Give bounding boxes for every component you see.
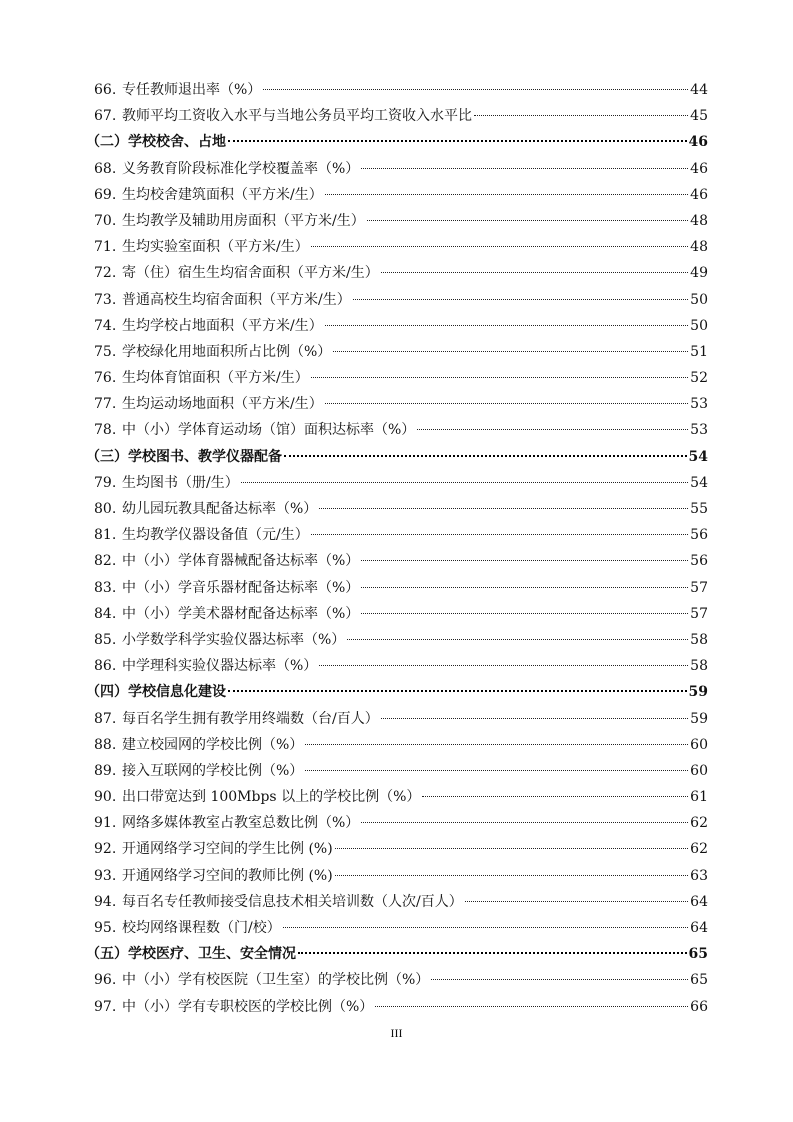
- dot-leader: [347, 639, 688, 640]
- toc-entry[interactable]: [86, 653, 708, 679]
- toc-entry-number: 94.: [94, 893, 117, 910]
- toc-page-number: 60: [690, 736, 708, 753]
- toc-page-number: 48: [690, 239, 708, 256]
- dot-leader: [417, 429, 688, 430]
- toc-page-number: 62: [690, 815, 708, 832]
- table-of-contents: [86, 77, 708, 1020]
- toc-entry[interactable]: [86, 496, 708, 522]
- toc-page-number: 50: [690, 317, 708, 334]
- toc-page-number: 63: [690, 867, 708, 884]
- toc-entry-number: 93.: [94, 867, 117, 884]
- toc-entry-title: 寄（住）宿生生均宿舍面积（平方米/生）: [122, 265, 379, 282]
- dot-leader: [335, 875, 688, 876]
- toc-page-number: 51: [690, 343, 708, 360]
- toc-page-number: 53: [690, 422, 708, 439]
- dot-leader: [474, 115, 688, 116]
- toc-section-title: （二）学校校舍、占地: [86, 134, 226, 151]
- dot-leader: [305, 770, 688, 771]
- dot-leader: [263, 89, 688, 90]
- toc-page-number: 64: [690, 893, 708, 910]
- dot-leader: [353, 299, 688, 300]
- toc-entry[interactable]: [86, 810, 708, 836]
- dot-leader: [241, 482, 688, 483]
- toc-entry-number: 92.: [94, 841, 117, 858]
- toc-entry[interactable]: [86, 156, 708, 182]
- toc-entry[interactable]: [86, 863, 708, 889]
- dot-leader: [381, 718, 688, 719]
- toc-entry-title: 生均体育馆面积（平方米/生）: [122, 370, 309, 387]
- toc-entry[interactable]: [86, 339, 708, 365]
- toc-page-number: 62: [690, 841, 708, 858]
- toc-entry[interactable]: [86, 417, 708, 443]
- toc-entry[interactable]: [86, 260, 708, 286]
- toc-page-number: 46: [688, 134, 708, 151]
- dot-leader: [465, 901, 688, 902]
- toc-entry[interactable]: [86, 77, 708, 103]
- dot-leader: [319, 508, 688, 509]
- toc-page-number: 66: [690, 998, 708, 1015]
- toc-entry-number: 81.: [94, 527, 117, 544]
- toc-entry-title: 网络多媒体教室占教室总数比例（%）: [122, 815, 360, 832]
- toc-entry-title: 生均运动场地面积（平方米/生）: [122, 396, 323, 413]
- toc-entry-number: 77.: [94, 396, 117, 413]
- dot-leader: [361, 822, 688, 823]
- toc-entry[interactable]: [86, 522, 708, 548]
- toc-entry[interactable]: [86, 732, 708, 758]
- toc-entry-title: 幼儿园玩教具配备达标率（%）: [122, 501, 318, 517]
- toc-entry-number: 88.: [94, 736, 117, 753]
- toc-entry[interactable]: [86, 313, 708, 339]
- toc-entry[interactable]: [86, 967, 708, 993]
- toc-entry-title: 中（小）学音乐器材配备达标率（%）: [122, 579, 360, 596]
- toc-page-number: 54: [688, 448, 708, 465]
- dot-leader: [431, 979, 688, 980]
- toc-entry[interactable]: [86, 208, 708, 234]
- toc-section-heading[interactable]: [86, 679, 708, 705]
- toc-entry[interactable]: [86, 836, 708, 862]
- toc-entry-number: 68.: [94, 160, 117, 177]
- toc-entry[interactable]: [86, 234, 708, 260]
- toc-section-title: （三）学校图书、教学仪器配备: [86, 448, 282, 465]
- toc-page-number: 59: [690, 710, 708, 727]
- toc-entry[interactable]: [86, 889, 708, 915]
- toc-entry-number: 95.: [94, 920, 117, 936]
- toc-page-number: 56: [690, 527, 708, 544]
- dot-leader: [305, 744, 688, 745]
- toc-entry[interactable]: [86, 627, 708, 653]
- toc-section-heading[interactable]: [86, 941, 708, 967]
- toc-entry-title: 开通网络学习空间的学生比例 (%): [122, 841, 333, 858]
- toc-page-number: 55: [690, 501, 708, 517]
- toc-entry-number: 89.: [94, 762, 117, 779]
- toc-entry-number: 84.: [94, 605, 117, 622]
- toc-entry-number: 70.: [94, 212, 117, 229]
- toc-entry-title: 中（小）学体育运动场（馆）面积达标率（%）: [122, 422, 416, 439]
- dot-leader: [361, 168, 688, 169]
- toc-entry-number: 74.: [94, 317, 117, 334]
- toc-entry[interactable]: [86, 391, 708, 417]
- dot-leader: [325, 403, 688, 404]
- toc-entry-title: 每百名专任教师接受信息技术相关培训数（人次/百人）: [122, 893, 463, 910]
- dot-leader: [311, 377, 688, 378]
- toc-section-title: （四）学校信息化建设: [86, 684, 226, 701]
- dot-leader: [361, 613, 688, 614]
- toc-entry-title: 校均网络课程数（门/校）: [122, 920, 281, 936]
- toc-page-number: 64: [690, 920, 708, 936]
- toc-entry-title: 小学数学科学实验仪器达标率（%）: [122, 631, 346, 648]
- toc-entry-title: 中（小）学体育器械配备达标率（%）: [122, 553, 360, 570]
- toc-page-number: 46: [690, 160, 708, 177]
- dot-leader: [375, 1006, 688, 1007]
- toc-page-number: 56: [690, 553, 708, 570]
- toc-entry[interactable]: [86, 287, 708, 313]
- toc-entry-number: 87.: [94, 710, 117, 727]
- toc-entry-number: 72.: [94, 265, 117, 282]
- page-number: III: [390, 1026, 403, 1040]
- toc-entry[interactable]: [86, 548, 708, 574]
- toc-entry-title: 生均实验室面积（平方米/生）: [122, 239, 309, 256]
- toc-entry-number: 78.: [94, 422, 117, 439]
- dot-leader: [283, 927, 688, 928]
- toc-page-number: 44: [690, 82, 708, 98]
- toc-entry[interactable]: [86, 758, 708, 784]
- toc-entry[interactable]: [86, 915, 708, 941]
- toc-entry[interactable]: [86, 103, 708, 129]
- toc-page-number: 45: [690, 108, 708, 125]
- toc-page-number: 57: [690, 579, 708, 596]
- toc-page-number: 57: [690, 605, 708, 622]
- toc-entry-number: 96.: [94, 972, 117, 989]
- toc-page-number: 54: [690, 474, 708, 491]
- dot-leader: [319, 665, 688, 666]
- toc-page-number: 58: [690, 658, 708, 675]
- toc-page-number: 59: [688, 684, 708, 701]
- toc-entry-number: 91.: [94, 815, 117, 832]
- toc-entry-number: 85.: [94, 631, 117, 648]
- toc-entry[interactable]: [86, 575, 708, 601]
- toc-entry-number: 67.: [94, 108, 117, 125]
- dot-leader: [335, 848, 688, 849]
- dot-leader: [325, 325, 688, 326]
- toc-entry-title: 专任教师退出率（%）: [122, 82, 262, 98]
- dot-leader: [298, 952, 687, 954]
- toc-page-number: 46: [690, 186, 708, 203]
- toc-entry-title: 学校绿化用地面积所占比例（%）: [122, 343, 332, 360]
- toc-page-number: 50: [690, 291, 708, 308]
- dot-leader: [228, 690, 687, 692]
- toc-entry-number: 73.: [94, 291, 117, 308]
- toc-entry[interactable]: [86, 182, 708, 208]
- toc-entry-title: 接入互联网的学校比例（%）: [122, 762, 304, 779]
- toc-entry-number: 75.: [94, 343, 117, 360]
- dot-leader: [422, 796, 688, 797]
- toc-section-heading[interactable]: [86, 444, 708, 470]
- toc-entry-title: 生均学校占地面积（平方米/生）: [122, 317, 323, 334]
- toc-entry[interactable]: [86, 470, 708, 496]
- toc-page-number: 61: [690, 789, 708, 806]
- toc-page-number: 60: [690, 762, 708, 779]
- toc-section-heading[interactable]: [86, 129, 708, 155]
- toc-entry-title: 普通高校生均宿舍面积（平方米/生）: [122, 291, 351, 308]
- dot-leader: [325, 194, 688, 195]
- toc-entry-number: 79.: [94, 474, 117, 491]
- dot-leader: [284, 455, 687, 457]
- toc-page-number: 65: [688, 946, 708, 963]
- toc-page-number: 58: [690, 631, 708, 648]
- toc-entry[interactable]: [86, 601, 708, 627]
- dot-leader: [381, 272, 688, 273]
- dot-leader: [361, 560, 688, 561]
- toc-entry-title: 义务教育阶段标准化学校覆盖率（%）: [122, 160, 360, 177]
- toc-entry[interactable]: [86, 706, 708, 732]
- dot-leader: [367, 220, 688, 221]
- dot-leader: [311, 246, 688, 247]
- toc-entry[interactable]: [86, 994, 708, 1020]
- toc-entry-number: 86.: [94, 658, 117, 675]
- toc-entry-title: 中学理科实验仪器达标率（%）: [122, 658, 318, 675]
- toc-entry-number: 80.: [94, 501, 117, 517]
- toc-entry-title: 中（小）学有专职校医的学校比例（%）: [122, 998, 374, 1015]
- toc-section-title: （五）学校医疗、卫生、安全情况: [86, 946, 296, 963]
- dot-leader: [361, 587, 688, 588]
- toc-page-number: 53: [690, 396, 708, 413]
- toc-entry-title: 生均校舍建筑面积（平方米/生）: [122, 186, 323, 203]
- toc-entry[interactable]: [86, 365, 708, 391]
- dot-leader: [311, 534, 688, 535]
- toc-entry-number: 71.: [94, 239, 117, 256]
- toc-entry-number: 66.: [94, 82, 117, 98]
- toc-entry-number: 97.: [94, 998, 117, 1015]
- toc-entry-title: 每百名学生拥有教学用终端数（台/百人）: [122, 710, 379, 727]
- toc-entry-title: 开通网络学习空间的教师比例 (%): [122, 867, 333, 884]
- toc-entry-title: 生均教学及辅助用房面积（平方米/生）: [122, 212, 365, 229]
- toc-page-number: 52: [690, 370, 708, 387]
- toc-entry-title: 出口带宽达到 100Mbps 以上的学校比例（%）: [122, 789, 421, 806]
- toc-page-number: 48: [690, 212, 708, 229]
- toc-entry-title: 生均图书（册/生）: [122, 474, 239, 491]
- toc-entry-number: 82.: [94, 553, 117, 570]
- toc-page-number: 65: [690, 972, 708, 989]
- toc-entry[interactable]: [86, 784, 708, 810]
- toc-entry-title: 中（小）学美术器材配备达标率（%）: [122, 605, 360, 622]
- dot-leader: [228, 140, 687, 142]
- toc-entry-number: 76.: [94, 370, 117, 387]
- toc-entry-title: 教师平均工资收入水平与当地公务员平均工资收入水平比: [122, 108, 472, 125]
- dot-leader: [333, 351, 688, 352]
- toc-entry-number: 83.: [94, 579, 117, 596]
- toc-entry-number: 90.: [94, 789, 117, 806]
- toc-entry-title: 中（小）学有校医院（卫生室）的学校比例（%）: [122, 972, 430, 989]
- toc-entry-title: 建立校园网的学校比例（%）: [122, 736, 304, 753]
- toc-entry-number: 69.: [94, 186, 117, 203]
- toc-entry-title: 生均教学仪器设备值（元/生）: [122, 527, 309, 544]
- toc-page-number: 49: [690, 265, 708, 282]
